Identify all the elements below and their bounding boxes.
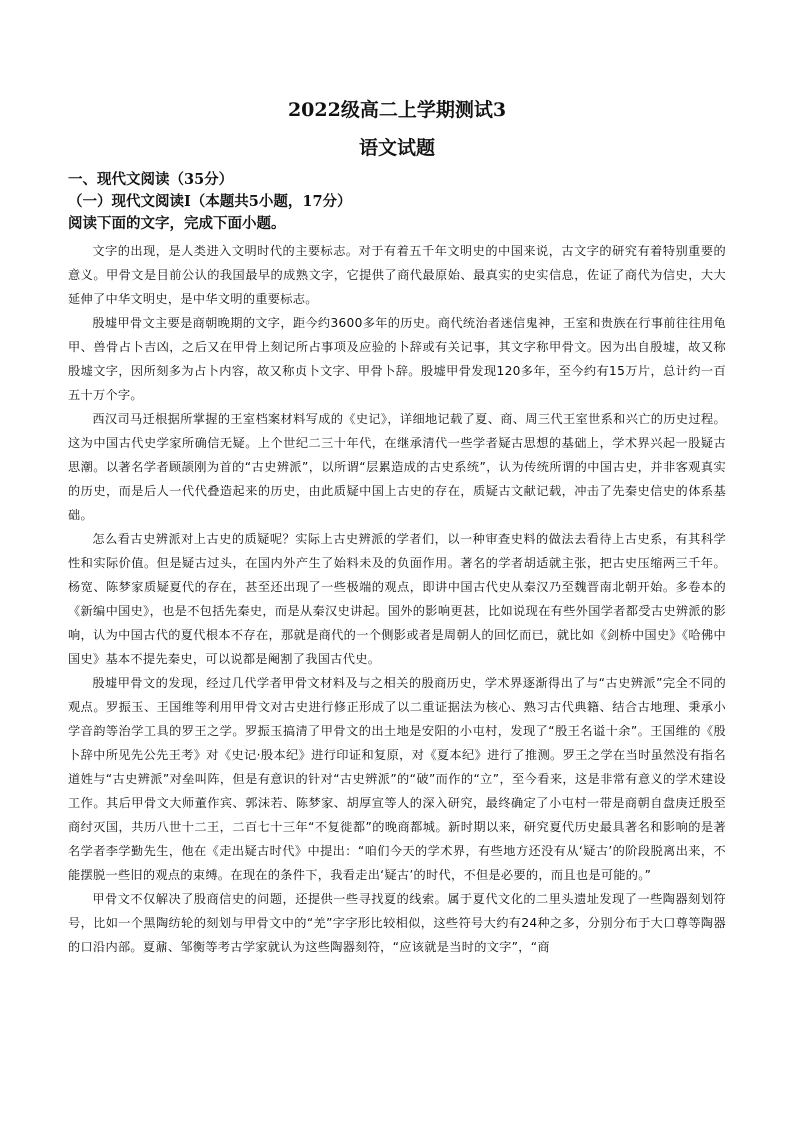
exam-subject: 语文试题 [358,137,435,159]
passage-paragraph-1: 文字的出现，是人类进入文明时代的主要标志。对于有着五千年文明史的中国来说，古文字的研究有着特别重要的意义。甲骨文是目前公认的我国最早的成熟文字，它提供了商代最原始、最真实的史实信息，佐证了商代为信史，大大延伸了中华文明史，是中华文明的重要标志。 [68,244,726,306]
exam-title: 2022级高二上学期测试3 [287,99,507,121]
passage-paragraph-5: 殷墟甲骨文的发现，经过几代学者甲骨文材料及与之相关的殷商历史，学术界逐渐得出了与“古史辨派”完全不同的观点。罗振玉、王国维等利用甲骨文对古史进行修正形成了以二重证据法为核心、熟习古代典籍、结合古地理、秉承小学音韵等治学工具的罗王之学。罗振玉搞清了甲骨文的出土地是安阳的小屯村，发现了“殷王名谥十余”。王国维的《殷卜辞中所见先公先王考》对《史记·殷本纪》进行印证和复原，对《夏本纪》进行了推测。罗王之学在当时虽然没有指名道姓与“古史辨派”对垒叫阵，但是有意识的针对“古史辨派”的“破”而作的“立”，至今看来，这是非常有意义的学术建设工作。其后甲骨文大师董作宾、郭沫若、陈梦家、胡厚宣等人的深入研究，最终确定了小屯村一带是商朝自盘庚迁殷至商纣灭国，共历八世十二王，二百七十三年“不复徙都”的晚商都城。新时期以来，研究夏代历史最具著名和影响的是著名学者李学勤先生，他在《走出疑古时代》中提出：“咱们今天的学术界，有些地方还没有从‘疑古’的阶段脱离出来，不能摆脱一些旧的观点的束缚。在现在的条件下，我看走出‘疑古’的时代，不但是必要的，而且也是可能的。” [68,676,726,882]
section-heading: 一、现代文阅读（35分） [68,171,234,188]
passage-paragraph-3: 西汉司马迁根据所掌握的王室档案材料写成的《史记》，详细地记载了夏、商、周三代王室世系和兴亡的历史过程。这为中国古代史学家所确信无疑。上个世纪二三十年代，在继承清代一些学者疑古思想的基础上，学术界兴起一股疑古思潮。以著名学者顾颉刚为首的“古史辨派”，以所谓“层累造成的古史系统”，认为传统所谓的中国古史，并非客观真实的历史，而是后人一代代叠造起来的历史，由此质疑中国上古史的存在，质疑古文献记载，冲击了先秦史信史的体系基础。 [68,412,726,522]
part-heading: （一）现代文阅读Ⅰ（本题共5小题，17分） [68,193,352,210]
passage-paragraph-2: 殷墟甲骨文主要是商朝晚期的文字，距今约3600多年的历史。商代统治者迷信鬼神，王室和贵族在行事前往往用龟甲、兽骨占卜吉凶，之后又在甲骨上刻记所占事项及应验的卜辞或有关记事，其文字称甲骨文。因为出自殷墟，故又称殷墟文字，因所刻多为占卜内容，故又称贞卜文字、甲骨卜辞。殷墟甲骨发现120多年，至今约有15万片，总计约一百五十万个字。 [68,316,726,402]
reading-instruction: 阅读下面的文字，完成下面小题。 [68,215,286,232]
passage-paragraph-4: 怎么看古史辨派对上古史的质疑呢？实际上古史辨派的学者们，以一种审查史料的做法去看待上古史系，有其科学性和实际价值。但是疑古过头，在国内外产生了始料未及的负面作用。著名的学者胡适就主张，把古史压缩两三千年。杨宽、陈梦家质疑夏代的存在，甚至还出现了一些极端的观点，即讲中国古代史从秦汉乃至魏晋南北朝开始。多卷本的《新编中国史》，也是不包括先秦史，而是从秦汉史讲起。国外的影响更甚，比如说现在有些外国学者都受古史辨派的影响，认为中国古代的夏代根本不存在，那就是商代的一个侧影或者是周朝人的回忆而已，就比如《剑桥中国史》《哈佛中国史》基本不提先秦史，可以说都是阉割了我国古代史。 [68,532,726,666]
passage-paragraph-6: 甲骨文不仅解决了殷商信史的问题，还提供一些寻找夏的线索。属于夏代文化的二里头遗址发现了一些陶器刻划符号，比如一个黑陶纺轮的刻划与甲骨文中的“羌”字字形比较相似，这些符号大约有24种之多，分别分布于大口尊等陶器的口沿内部。夏鼐、邹衡等考古学家就认为这些陶器刻符，“应该就是当时的文字”，“商 [68,892,726,954]
